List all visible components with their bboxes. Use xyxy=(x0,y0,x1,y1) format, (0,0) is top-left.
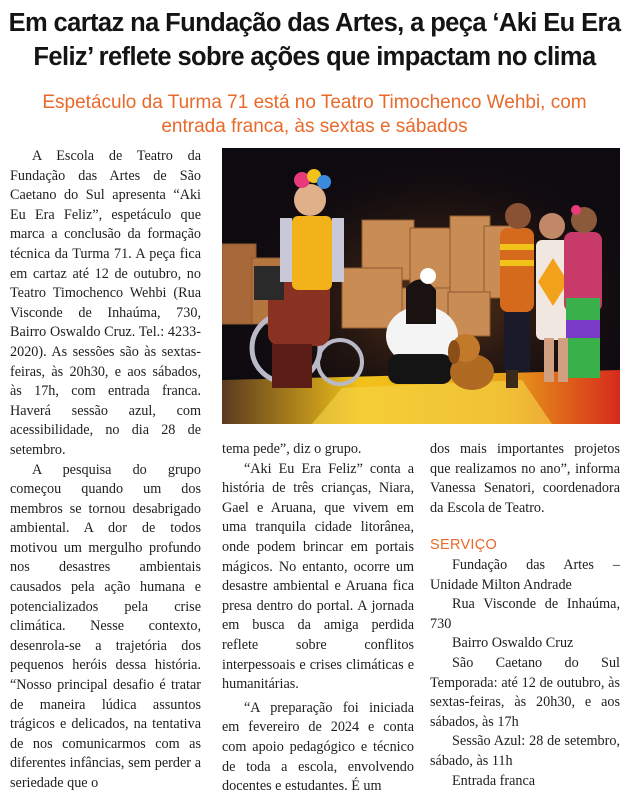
stage-photo xyxy=(222,148,620,424)
paragraph: A Escola de Teatro da Fundação das Artes de São Caetano do Sul apresenta “Aki Eu Era Feliz”, espetáculo que marca a conclusão da formação técnica da Turma 71. A peça fica em cartaz até 12 de outubro, no Teatro Timochenco Wehbi (Rua Visconde de Inhaúma, 730, Bairro Oswaldo Cruz. Tel.: 4233-2020). As sessões são às sextas-feiras, às 20h30, e aos sábados, às 17h, com entrada franca. Haverá sessão azul, com acessibilidade, no dia 28 de setembro. xyxy=(10,148,201,458)
service-heading: SERVIÇO xyxy=(430,537,498,554)
paragraph: “Aki Eu Era Feliz” conta a história de três crianças, Niara, Gael e Aruana, que vivem em uma tranquila cidade litorânea, onde podem brincar em portais mágicos. No entanto, ocorre um desastre ambiental e Aruana fica presa dentro do portal. A jornada em busca da amiga perdida reflete sobre conflitos interpessoais e crises climáticas e humanitárias. xyxy=(222,460,414,693)
service-line: Rua Visconde de Inhaúma, 730 xyxy=(430,596,620,632)
paragraph: dos mais importantes projetos que realizamos no ano”, informa Vanessa Senatori, coordenadora da Escola de Teatro. xyxy=(430,441,620,516)
paragraph: tema pede”, diz o grupo. xyxy=(222,441,362,457)
article-column-3 xyxy=(430,440,620,791)
headline: Em cartaz na Fundação das Artes, a peça ‘Aki Eu Era Feliz’ reflete sobre ações que impactam no clima xyxy=(8,9,621,71)
subheadline: Espetáculo da Turma 71 está no Teatro Timochenco Wehbi, com entrada franca, às sextas e sábados xyxy=(42,92,587,137)
service-line: Fundação das Artes – Unidade Milton Andrade xyxy=(430,556,620,593)
paragraph: A pesquisa do grupo começou quando um dos membros se tornou desabrigado ambiental. A dor de todos motivou um mergulho profundo nos desastres ambientais causados pela ação humana e potencializados pela crise climática. Nesse contexto, desenrola-se a trajetória dos pequenos heróis dessa história. “Nosso principal desafio é tratar de maneira lúdica assuntos trágicos e delicados, na tentativa de nos comunicarmos com as diferentes infâncias, sem perder a seriedade que o xyxy=(10,461,201,791)
service-line: Sessão Azul: 28 de setembro, sábado, às 11h xyxy=(430,733,620,769)
service-line: Bairro Oswaldo Cruz xyxy=(452,635,574,652)
service-line: Entrada franca xyxy=(452,772,536,789)
article-column-1 xyxy=(10,147,201,794)
article-column-2 xyxy=(222,440,414,797)
service-line: São Caetano do Sul Temporada: até 12 de outubro, às sextas-feiras, às 20h30, e aos sábados, às 17h xyxy=(430,654,620,730)
paragraph: “A preparação foi iniciada em fevereiro de 2024 e conta com apoio pedagógico e técnico de toda a escola, envolvendo docentes e estudantes. É um xyxy=(222,699,414,795)
theater-scene-illustration xyxy=(222,148,620,424)
